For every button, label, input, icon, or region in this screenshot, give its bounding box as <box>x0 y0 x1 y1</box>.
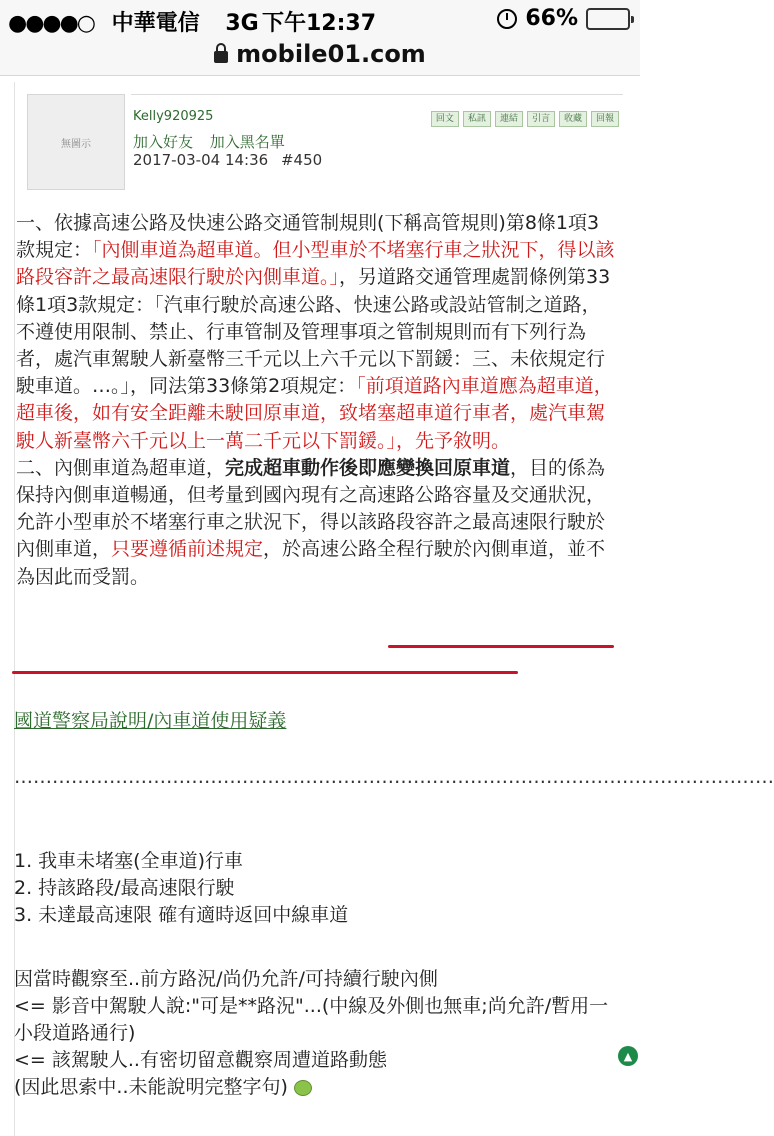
user-meta <box>131 94 623 198</box>
address-bar[interactable] <box>0 40 640 76</box>
p2-red: 只要遵循前述規定 <box>111 538 264 561</box>
lock-icon <box>214 51 228 63</box>
red-underline-1 <box>388 645 614 648</box>
paragraph-2 <box>16 455 616 591</box>
p2-text-b: ，目的係為保持內側車道暢通，但考量到國內現有之高速路公路容量及交通狀況，允許小型車於不堵塞行車之狀況下，得以該路段容許之最高速限行駛於內側車道， <box>16 456 606 561</box>
post-body <box>16 210 616 591</box>
signal-strength-icon: ●●●●○ <box>8 11 94 36</box>
post-actions <box>431 111 619 127</box>
reply-button[interactable]: 回文 <box>431 111 459 127</box>
add-friend-link[interactable]: 加入好友 <box>133 133 194 151</box>
note-line: <= 該駕駛人..有密切留意觀察周遭道路動態 <box>14 1049 387 1071</box>
list-item: 2. 持該路段/最高速限行駛 <box>14 877 235 899</box>
carrier-info <box>8 6 259 37</box>
paragraph-1 <box>16 210 616 455</box>
add-blacklist-link[interactable]: 加入黑名單 <box>209 133 285 151</box>
condition-list <box>14 848 348 929</box>
notes <box>14 966 614 1101</box>
police-explanation-link[interactable]: 國道警察局說明/內車道使用疑義 <box>14 710 287 732</box>
quote-button[interactable]: 引言 <box>527 111 555 127</box>
link-button[interactable]: 連結 <box>495 111 523 127</box>
p1-text-a: 一、依據高速公路及快速公路交通管制規則(下稱高管規則)第8條1項3款規定： <box>16 212 600 262</box>
url-display[interactable] <box>214 40 426 68</box>
p2-text-a: 二、內側車道為超車道， <box>16 456 226 479</box>
post-date <box>133 151 322 169</box>
note-line: <= 影音中駕駛人說:"可是**路況"...(中線及外側也無車;尚允許/暫用一小段道路通行) <box>14 995 609 1044</box>
clock: 下午12:37 <box>262 11 377 36</box>
note-line-4-text: (因此思索中..未能說明完整字句) <box>14 1076 288 1098</box>
report-button[interactable]: 回報 <box>591 111 619 127</box>
note-line-last <box>14 1074 614 1101</box>
p1-text-c: ，先予敘明。 <box>396 429 511 452</box>
list-item: 1. 我車未堵塞(全車道)行車 <box>14 850 243 872</box>
smiley-emoji-icon <box>294 1080 312 1096</box>
p1-text-b: ，另道路交通管理處罰條例第33條1項3款規定：「汽車行駛於高速公路、快速公路或設站管制之道路，不遵使用限制、禁止、行車管制及管理事項之管制規則而有下列行為者，處汽車駕駛人新臺幣三千元以上六千元以下罰鍰：三、未依規定行駛車道。…。」，同法第33條第2項規定： <box>16 266 611 398</box>
status-right <box>497 6 630 31</box>
note-line: 因當時觀察至..前方路況/尚仍允許/可持續行駛內側 <box>14 968 438 990</box>
url-text: mobile01.com <box>236 40 426 68</box>
red-underline-2 <box>12 671 518 674</box>
scroll-top-button[interactable]: ▲ <box>618 1046 638 1066</box>
post-timestamp: 2017-03-04 14:36 <box>133 151 269 169</box>
p1-red-quote-2: 「前項道路內車道應為超車道，超車後，如有安全距離未駛回原車道，致堵塞超車道行車者，處汽車駕駛人新臺幣六千元以上一萬二千元以下罰鍰。」 <box>16 375 613 452</box>
avatar[interactable] <box>27 94 125 190</box>
divider-dots: ………………………………………………………………………………………………………… <box>14 766 774 788</box>
network-type: 3G <box>225 11 259 36</box>
alarm-icon <box>497 9 517 29</box>
user-links <box>133 131 297 152</box>
battery-icon <box>586 8 630 30</box>
avatar-placeholder-text: 無圖示 <box>61 138 91 150</box>
list-item: 3. 未達最高速限 確有適時返回中線車道 <box>14 904 349 926</box>
battery-percent: 66% <box>525 6 578 31</box>
carrier-name: 中華電信 <box>111 11 200 36</box>
p1-red-quote-1: 「內側車道為超車道。但小型車於不堵塞行車之狀況下，得以該路段容許之最高速限行駛於內側車道。」 <box>16 239 615 289</box>
p2-text-c: ，於高速公路全程行駛於內側車道，並不為因此而受罰。 <box>16 538 606 588</box>
message-button[interactable]: 私訊 <box>463 111 491 127</box>
p2-bold: 完成超車動作後即應變換回原車道 <box>225 456 511 479</box>
post-floor: #450 <box>280 151 323 169</box>
bookmark-button[interactable]: 收藏 <box>559 111 587 127</box>
username[interactable]: Kelly920925 <box>133 109 214 124</box>
status-bar <box>0 0 640 40</box>
